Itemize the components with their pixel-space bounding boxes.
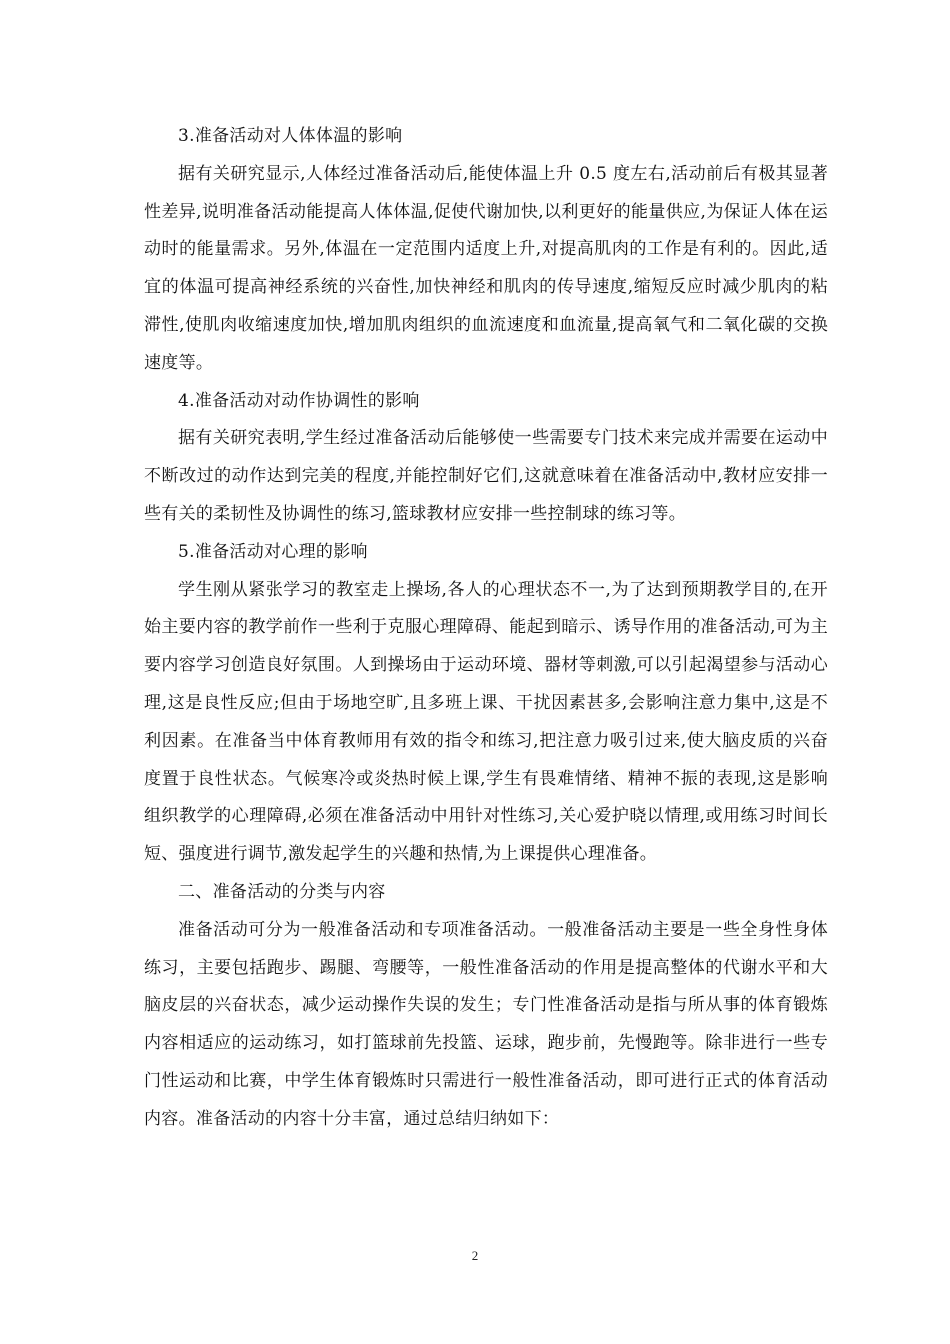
section-heading-body-temperature: 3.准备活动对人体体温的影响 [178,126,403,146]
paragraph-coordination: 据有关研究表明,学生经过准备活动后能够使一些需要专门技术来完成并需要在运动中不断改过的动作达到完美的程度,并能控制好它们,这就意味着在准备活动中,教材应安排一些有关的柔韧性及协调性的练习,篮球教材应安排一些控制球的练习等。 [144,428,828,524]
section-heading-psychology: 5.准备活动对心理的影响 [178,541,368,562]
paragraph-body-temperature: 据有关研究显示,人体经过准备活动后,能使体温上升 0.5 度左右,活动前后有极其显著性差异,说明准备活动能提高人体体温,促使代谢加快,以利更好的能量供应,为保证人体在运动时的能量需求。另外,体温在一定范围内适度上升,对提高肌肉的工作是有利的。因此,适宜的体温可提高神经系统的兴奋性,加快神经和肌肉的传导速度,缩短反应时减少肌肉的粘滞性,使肌肉收缩速度加快,增加肌肉组织的血流速度和血流量,提高氧气和二氧化碳的交换速度等。 [144,163,828,373]
section-heading-coordination: 4.准备活动对动作协调性的影响 [178,390,420,411]
paragraph-classification: 准备活动可分为一般准备活动和专项准备活动。一般准备活动主要是一些全身性身体练习，主要包括跑步、踢腿、弯腰等，一般性准备活动的作用是提高整体的代谢水平和大脑皮层的兴奋状态，减少运动操作失误的发生；专门性准备活动是指与所从事的体育锻炼内容相适应的运动练习，如打篮球前先投篮、运球，跑步前，先慢跑等。除非进行一些专门性运动和比赛，中学生体育锻炼时只需进行一般性准备活动，即可进行正式的体育活动内容。准备活动的内容十分丰富，通过总结归纳如下： [144,919,828,1129]
section-heading-classification: 二、准备活动的分类与内容 [178,881,386,902]
paragraph-psychology: 学生刚从紧张学习的教室走上操场,各人的心理状态不一,为了达到预期教学目的,在开始主要内容的教学前作一些利于克服心理障碍、能起到暗示、诱导作用的准备活动,可为主要内容学习创造良好氛围。人到操场由于运动环境、器材等刺激,可以引起渴望参与活动心理,这是良性反应;但由于场地空旷,且多班上课、干扰因素甚多,会影响注意力集中,这是不利因素。在准备当中体育教师用有效的指令和练习,把注意力吸引过来,使大脑皮质的兴奋度置于良性状态。气候寒冷或炎热时候上课,学生有畏难情绪、精神不振的表现,这是影响组织教学的心理障碍,必须在准备活动中用针对性练习,关心爱护晓以情理,或用练习时间长短、强度进行调节,激发起学生的兴趣和热情,为上课提供心理准备。 [144,579,828,865]
page-number: 2 [471,1248,479,1263]
document-page [144,118,828,1139]
